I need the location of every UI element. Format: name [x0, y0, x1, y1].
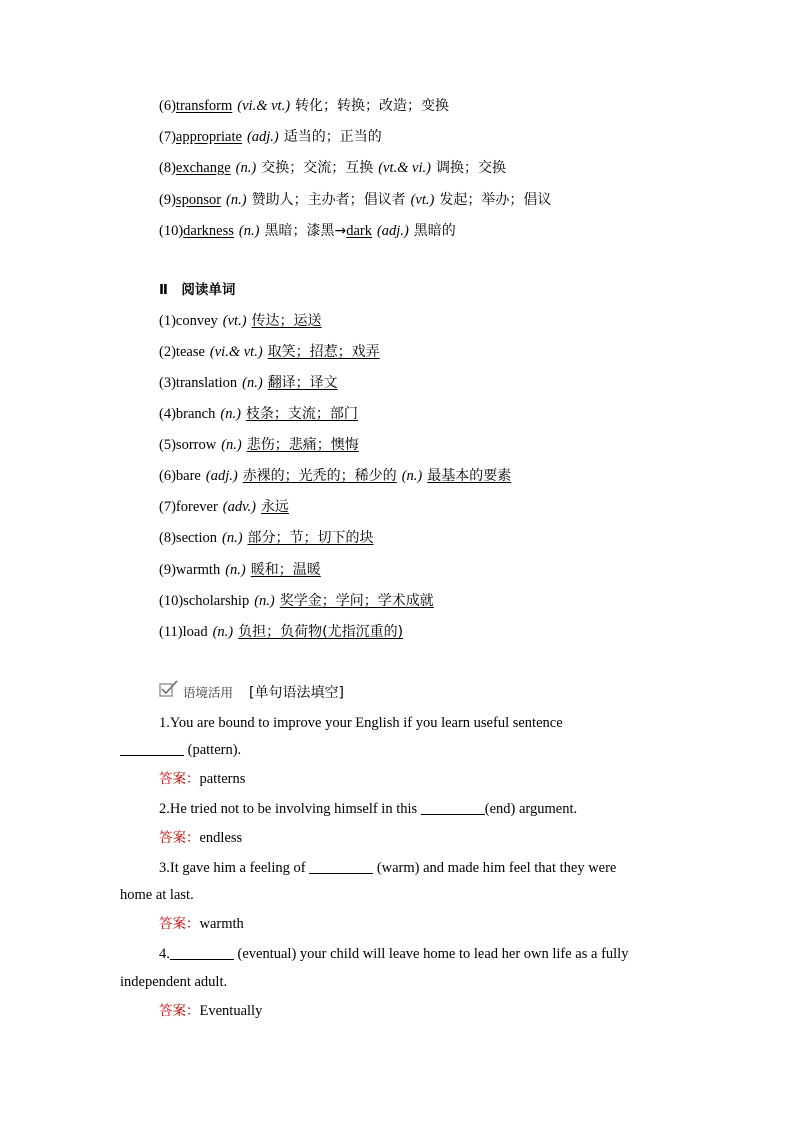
vocab-word: darkness — [183, 223, 234, 239]
meaning: 翻译；译文 — [267, 375, 338, 391]
reading-word-7 — [159, 497, 289, 517]
exercise-2-line-1 — [159, 799, 577, 819]
context-title: [单句语法填空] — [249, 684, 344, 701]
meaning: 暖和；温暖 — [250, 562, 321, 578]
item-number: (11) — [159, 624, 183, 640]
meaning: 赤裸的；光秃的；稀少的 — [242, 468, 397, 484]
part-of-speech: (adj.) — [246, 129, 279, 145]
exercise-1-line-1: 1.You are bound to improve your English if you learn useful sentence — [159, 715, 563, 731]
vocab-item-7 — [159, 127, 382, 147]
item-number: (7) — [159, 499, 176, 515]
item-number: (1) — [159, 313, 176, 329]
vocab-item-8 — [159, 158, 506, 178]
meaning: 交换；交流；互换 — [261, 160, 374, 176]
answer-blank — [170, 945, 234, 960]
vocab-item-6 — [159, 96, 449, 116]
exercise-1-line-2 — [120, 740, 241, 760]
reading-word: sorrow — [175, 437, 217, 453]
reading-word-5 — [159, 435, 359, 455]
exercise-text: (end) argument. — [484, 801, 578, 817]
item-number: (4) — [159, 406, 176, 422]
part-of-speech-2: (vt.) — [410, 192, 435, 208]
reading-word: warmth — [175, 562, 221, 578]
context-label: 语境活用 — [183, 684, 234, 700]
part-of-speech: (n.) — [222, 530, 243, 546]
reading-word-4 — [159, 404, 358, 424]
exercise-3-line-2: home at last. — [120, 887, 194, 903]
item-number: (7) — [159, 129, 176, 145]
exercise-text: 4. — [159, 946, 170, 962]
meaning: 黑暗；漆黑→ — [264, 223, 347, 239]
item-number: (8) — [159, 530, 176, 546]
derived-word: dark — [346, 223, 372, 239]
part-of-speech: (vi.& vt.) — [237, 98, 291, 114]
item-number: (2) — [159, 344, 176, 360]
reading-word-2 — [159, 342, 380, 362]
meaning: 枝条；支流；部门 — [245, 406, 358, 422]
answer-blank — [120, 741, 184, 756]
answer-blank — [421, 800, 485, 815]
vocab-word: appropriate — [175, 129, 242, 145]
part-of-speech: (vt.) — [222, 313, 247, 329]
meaning-2: 调换；交换 — [435, 160, 506, 176]
part-of-speech: (adj.) — [205, 468, 238, 484]
reading-word: bare — [175, 468, 201, 484]
meaning-2: 发起；举办；倡议 — [439, 192, 552, 208]
item-number: (8) — [159, 160, 176, 176]
part-of-speech-2: (n.) — [401, 468, 423, 484]
meaning-2: 黑暗的 — [413, 223, 456, 239]
part-of-speech: (n.) — [254, 593, 275, 609]
part-of-speech: (n.) — [242, 375, 263, 391]
exercise-4-line-1 — [159, 944, 628, 964]
meaning: 负担；负荷物(尤指沉重的) — [238, 624, 404, 640]
exercise-4-answer — [159, 1001, 262, 1021]
vocab-word: exchange — [175, 160, 231, 176]
reading-word-3 — [159, 373, 338, 393]
answer-label: 答案： — [159, 916, 200, 932]
answer-text: patterns — [199, 771, 246, 787]
reading-word: scholarship — [183, 593, 250, 609]
reading-word-11 — [159, 622, 403, 642]
reading-word: forever — [175, 499, 218, 515]
exercise-text: (eventual) your child will leave home to lead her own life as a fully — [233, 946, 629, 962]
meaning: 永远 — [260, 499, 289, 515]
answer-text: endless — [199, 830, 243, 846]
reading-word-10 — [159, 591, 434, 611]
reading-word: translation — [175, 375, 238, 391]
answer-label: 答案： — [159, 1003, 200, 1019]
meaning: 悲伤；悲痛；懊悔 — [246, 437, 359, 453]
item-number: (6) — [159, 468, 176, 484]
answer-label: 答案： — [159, 771, 200, 787]
reading-word-1 — [159, 311, 322, 331]
vocab-item-10 — [159, 221, 456, 241]
exercise-1-answer — [159, 769, 245, 789]
reading-word: section — [175, 530, 217, 546]
reading-word-8 — [159, 528, 374, 548]
part-of-speech: (vi.& vt.) — [209, 344, 263, 360]
part-of-speech: (n.) — [238, 223, 260, 239]
vocab-word: sponsor — [175, 192, 222, 208]
checkbox-pen-icon — [159, 680, 179, 703]
reading-word: load — [182, 624, 208, 640]
part-of-speech: (n.) — [221, 437, 242, 453]
meaning: 适当的；正当的 — [283, 129, 382, 145]
meaning: 转化；转换；改造；变换 — [295, 98, 450, 114]
item-number: (3) — [159, 375, 176, 391]
vocab-item-9 — [159, 190, 551, 210]
reading-word: convey — [175, 313, 218, 329]
part-of-speech-2: (adj.) — [376, 223, 409, 239]
reading-word: tease — [175, 344, 205, 360]
item-number: (10) — [159, 223, 184, 239]
reading-word: branch — [175, 406, 216, 422]
item-number: (9) — [159, 192, 176, 208]
exercise-3-line-1 — [159, 858, 616, 878]
answer-text: warmth — [199, 916, 244, 932]
exercise-text: (warm) and made him feel that they were — [373, 860, 617, 876]
part-of-speech: (adv.) — [222, 499, 256, 515]
exercise-text: (pattern). — [184, 742, 242, 758]
reading-word-9 — [159, 560, 321, 580]
part-of-speech: (n.) — [235, 160, 257, 176]
answer-label: 答案： — [159, 830, 200, 846]
item-number: (10) — [159, 593, 184, 609]
meaning: 部分；节；切下的块 — [247, 530, 374, 546]
part-of-speech: (n.) — [220, 406, 241, 422]
item-number: (9) — [159, 562, 176, 578]
context-header — [159, 680, 344, 703]
meaning-2: 最基本的要素 — [427, 468, 512, 484]
answer-text: Eventually — [199, 1003, 263, 1019]
exercise-text: 3.It gave him a feeling of — [159, 860, 310, 876]
exercise-4-line-2: independent adult. — [120, 974, 228, 990]
meaning: 奖学金；学问；学术成就 — [279, 593, 434, 609]
section-heading: Ⅱ 阅读单词 — [159, 282, 236, 298]
answer-blank — [309, 859, 373, 874]
meaning: 传达；运送 — [251, 313, 322, 329]
meaning: 赞助人；主办者；倡议者 — [251, 192, 406, 208]
exercise-text: 2.He tried not to be involving himself in this — [159, 801, 421, 817]
exercise-2-answer — [159, 828, 242, 848]
reading-word-6 — [159, 466, 511, 486]
part-of-speech-2: (vt.& vi.) — [378, 160, 431, 176]
meaning: 取笑；招惹；戏弄 — [267, 344, 380, 360]
part-of-speech: (n.) — [226, 192, 247, 208]
vocab-word: transform — [175, 98, 233, 114]
part-of-speech: (n.) — [212, 624, 234, 640]
part-of-speech: (n.) — [225, 562, 246, 578]
item-number: (5) — [159, 437, 176, 453]
item-number: (6) — [159, 98, 176, 114]
exercise-3-answer — [159, 914, 244, 934]
